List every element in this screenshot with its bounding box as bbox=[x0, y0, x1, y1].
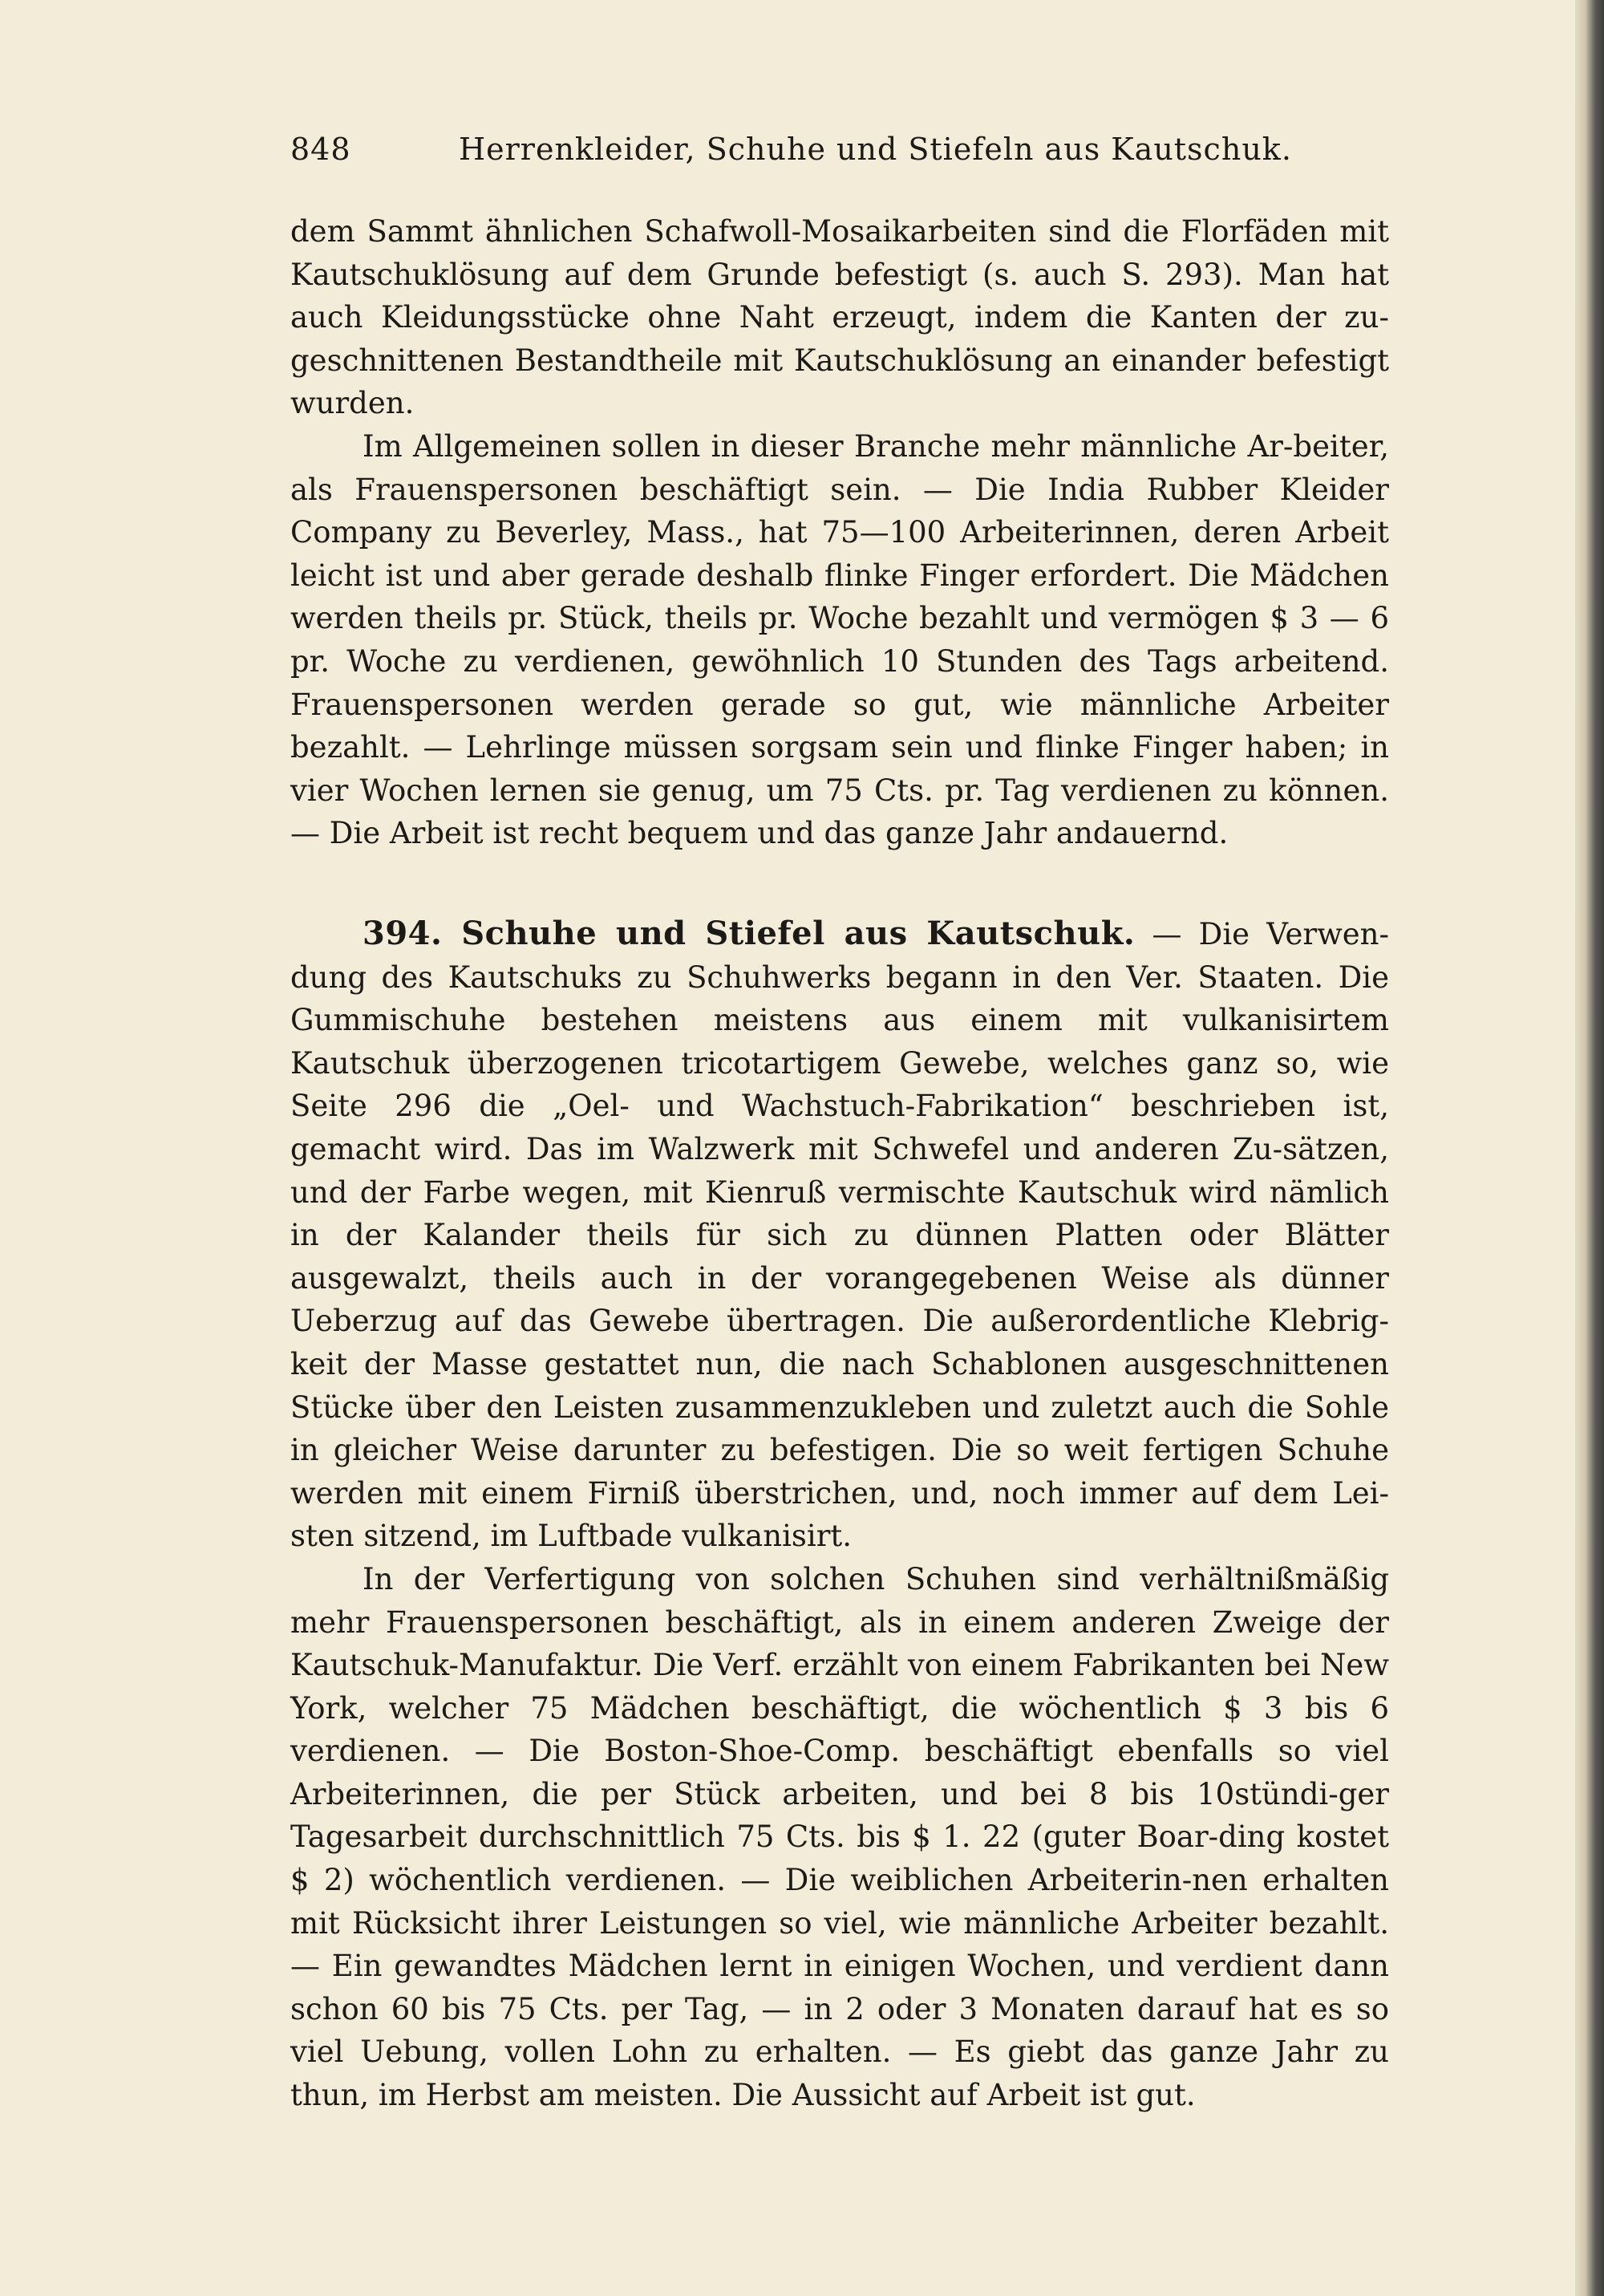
paragraph-section-394 bbox=[290, 912, 1389, 1558]
page-header bbox=[290, 130, 1389, 168]
page-number: 848 bbox=[290, 132, 351, 167]
section-394-text: — Die Verwen-dung des Kautschuks zu Schuhwerks begann in den Ver. Staaten. Die Gummischuhe bestehen meistens aus einem mit vulkanisirtem Kautschuk überzogenen tricotartigem Gewebe, welches ganz so, wie Seite 296 die „Oel- und Wachstuch-Fabrikation“ beschrieben ist, gemacht wird. Das im Walzwerk mit Schwefel und anderen Zu-sätzen, und der Farbe wegen, mit Kienruß vermischte Kautschuk wird nämlich in der Kalander theils für sich zu dünnen Platten oder Blätter ausgewalzt, theils auch in der vorangegebenen Weise als dünner Ueberzug auf das Gewebe übertragen. Die außerordentliche Klebrig-keit der Masse gestattet nun, die nach Schablonen ausgeschnittenen Stücke über den Leisten zusammenzukleben und zuletzt auch die Sohle in gleicher Weise darunter zu befestigen. Die so weit fertigen Schuhe werden mit einem Firniß überstrichen, und, noch immer auf dem Lei-sten sitzend, im Luftbade vulkanisirt. bbox=[290, 917, 1390, 1554]
paragraph-workers-general: Im Allgemeinen sollen in dieser Branche mehr männliche Ar-beiter, als Frauenspersonen beschäftigt sein. — Die India Rubber Kleider Company zu Beverley, Mass., hat 75—100 Arbeiterinnen, deren Arbeit leicht ist und aber gerade deshalb flinke Finger erfordert. Die Mädchen werden theils pr. Stück, theils pr. Woche bezahlt und vermögen $ 3 — 6 pr. Woche zu verdienen, gewöhnlich 10 Stunden des Tags arbeitend. Frauenspersonen werden gerade so gut, wie männliche Arbeiter bezahlt. — Lehrlinge müssen sorgsam sein und flinke Finger haben; in vier Wochen lernen sie genug, um 75 Cts. pr. Tag verdienen zu können. — Die Arbeit ist recht bequem und das ganze Jahr andauernd. bbox=[290, 428, 1389, 851]
paragraph-shoe-workers: In der Verfertigung von solchen Schuhen sind verhältnißmäßig mehr Frauenspersonen beschäftigt, als in einem anderen Zweige der Kautschuk-Manufaktur. Die Verf. erzählt von einem Fabrikanten bei New York, welcher 75 Mädchen beschäftigt, die wöchentlich $ 3 bis 6 verdienen. — Die Boston-Shoe-Comp. beschäftigt ebenfalls so viel Arbeiterinnen, die per Stück arbeiten, und bei 8 bis 10stündi-ger Tagesarbeit durchschnittlich 75 Cts. bis $ 1. 22 (guter Boar-ding kostet $ 2) wöchentlich verdienen. — Die weiblichen Arbeiterin-nen erhalten mit Rücksicht ihrer Leistungen so viel, wie männliche Arbeiter bezahlt. — Ein gewandtes Mädchen lernt in einigen Wochen, und verdient dann schon 60 bis 75 Cts. per Tag, — in 2 oder 3 Monaten darauf hat es so viel Uebung, vollen Lohn zu erhalten. — Es giebt das ganze Jahr zu thun, im Herbst am meisten. Die Aussicht auf Arbeit ist gut. bbox=[290, 1561, 1389, 2113]
section-heading: 394. Schuhe und Stiefel aus Kautschuk. bbox=[363, 915, 1136, 952]
paragraph-velvet-mosaic: dem Sammt ähnlichen Schafwoll-Mosaikarbeiten sind die Florfäden mit Kautschuklösung auf dem Grunde befestigt (s. auch S. 293). Man hat auch Kleidungsstücke ohne Naht erzeugt, indem die Kanten der zu-geschnittenen Bestandtheile mit Kautschuklösung an einander befestigt wurden. bbox=[290, 214, 1389, 421]
running-title: Herrenkleider, Schuhe und Stiefeln aus Kautschuk. bbox=[459, 132, 1292, 167]
text-block-lower bbox=[290, 912, 1389, 2117]
text-block-upper bbox=[290, 210, 1389, 855]
page-edge-shadow bbox=[1575, 0, 1604, 2296]
